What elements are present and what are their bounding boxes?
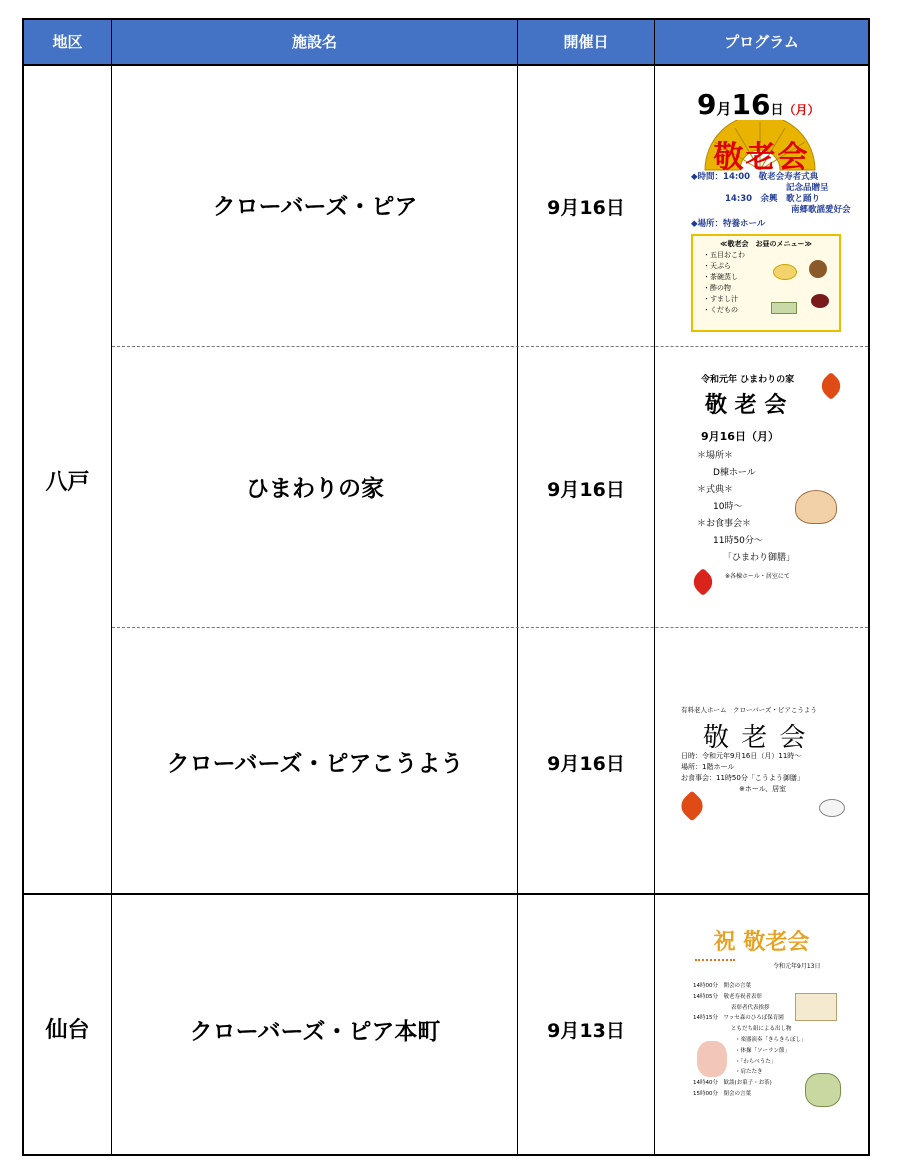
region-hachinohe: 八戸 xyxy=(45,470,90,495)
maple-leaf-icon xyxy=(689,568,717,596)
maple-leaf-icon xyxy=(676,790,707,821)
poster-title: 祝 敬老会 xyxy=(713,930,810,955)
food-soup-icon xyxy=(811,294,829,308)
header-program: プログラム xyxy=(724,33,799,51)
header-facility: 施設名 xyxy=(291,33,337,51)
event-date: 9月16日 xyxy=(547,479,625,501)
event-date: 9月16日 xyxy=(547,753,625,775)
certificate-icon xyxy=(795,993,837,1021)
decoration-icon xyxy=(695,959,735,967)
poster-details: ＊場所＊ D棟ホール ＊式典＊ 10時～ ＊お食事会＊ 11時50分～ 「ひまわり御膳」 xyxy=(697,451,796,563)
row-divider xyxy=(112,346,868,347)
program-table xyxy=(22,18,870,1156)
poster-details: 日時：令和元年9月16日（月）11時～ 場所：1階ホール お食事会：11時50分「こうよう御膳」 ※ホール、居室 xyxy=(681,752,804,793)
menu-list: ・五目おこわ ・天ぷら ・茶碗蒸し ・酢の物 ・すまし汁 ・くだもの xyxy=(703,251,745,314)
poster-title: 敬 老 会 xyxy=(703,723,808,753)
header-date: 開催日 xyxy=(563,33,609,51)
event-date: 9月13日 xyxy=(547,1020,625,1042)
food-pot-icon xyxy=(809,260,827,278)
poster-keirokai-1 xyxy=(655,66,868,344)
row-divider xyxy=(112,627,868,628)
food-dish-icon xyxy=(771,302,797,314)
elderly-couple-icon xyxy=(795,490,837,524)
elderly-couple-icon xyxy=(805,1073,841,1107)
poster-schedule: ◆時間：14:00 敬老会寿者式典 記念品贈呈 14:30 余興 歌と踊り 南郷歌謡愛好会 ◆場所：特養ホール xyxy=(691,172,851,229)
poster-schedule: 14時00分 開会の言葉 14時05分 敬老寿祝者表彰 表彰者代表挨拶 14時15分 ワッセ森のひろば保育園 ともだち組による出し物 ・楽器演奏「きらきらぼし」 ・体操「ソーラン節」 ・「わらべうた」 ・肩たたき 14時40分 歓談(お菓子・お茶) 15時00分 閉会の言葉 xyxy=(693,983,807,1097)
poster-keirokai-3: 有料老人ホーム クローバーズ・ピアこうよう 敬 老 会 日時：令和元年9月16日（月）11時～ 場所：1階ホール お食事会：11時50分「こうよう御膳」 ※ホール、居室 xyxy=(655,629,868,891)
poster-keirokai-4: 祝 敬老会 令和元年9月13日 14時00分 開会の言葉 14時05分 敬老寿祝者表彰 表彰者代表挨拶 14時15分 ワッセ森のひろば保育園 ともだち組による出し物 ・楽器演奏「きらきらぼし」 ・体操「ソーラン節」 ・「わらべうた」 ・肩たたき 14時40分 歓談(お菓子・お茶) 15時00分 閉会の言葉 xyxy=(655,895,868,1154)
maple-leaf-icon xyxy=(817,372,845,400)
food-bowl-icon xyxy=(773,264,797,280)
facility-name: クローバーズ・ピアこうよう xyxy=(166,751,464,777)
facility-name: クローバーズ・ピア xyxy=(212,194,418,220)
menu-card: ≪敬老会 お昼のメニュー≫ ・五目おこわ ・天ぷら ・茶碗蒸し ・酢の物 ・すまし汁 ・くだもの xyxy=(691,234,841,332)
poster-title: 敬老会 xyxy=(713,140,810,175)
event-date: 9月16日 xyxy=(547,197,625,219)
crane-icon xyxy=(819,799,845,817)
poster-title: 敬 老 会 xyxy=(705,393,787,418)
facility-name: ひまわりの家 xyxy=(246,476,384,502)
facility-name: クローバーズ・ピア本町 xyxy=(189,1019,441,1045)
poster-date: 9月16日（月） xyxy=(697,88,820,121)
table-header xyxy=(24,20,868,66)
region-sendai: 仙台 xyxy=(45,1018,90,1043)
header-region: 地区 xyxy=(52,33,83,51)
children-icon xyxy=(697,1041,727,1077)
poster-keirokai-2: 令和元年 ひまわりの家 敬 老 会 9月16日（月） ＊場所＊ D棟ホール ＊式典＊ 10時～ ＊お食事会＊ 11時50分～ 「ひまわり御膳」 ※各棟ホール・居室にて xyxy=(655,348,868,626)
